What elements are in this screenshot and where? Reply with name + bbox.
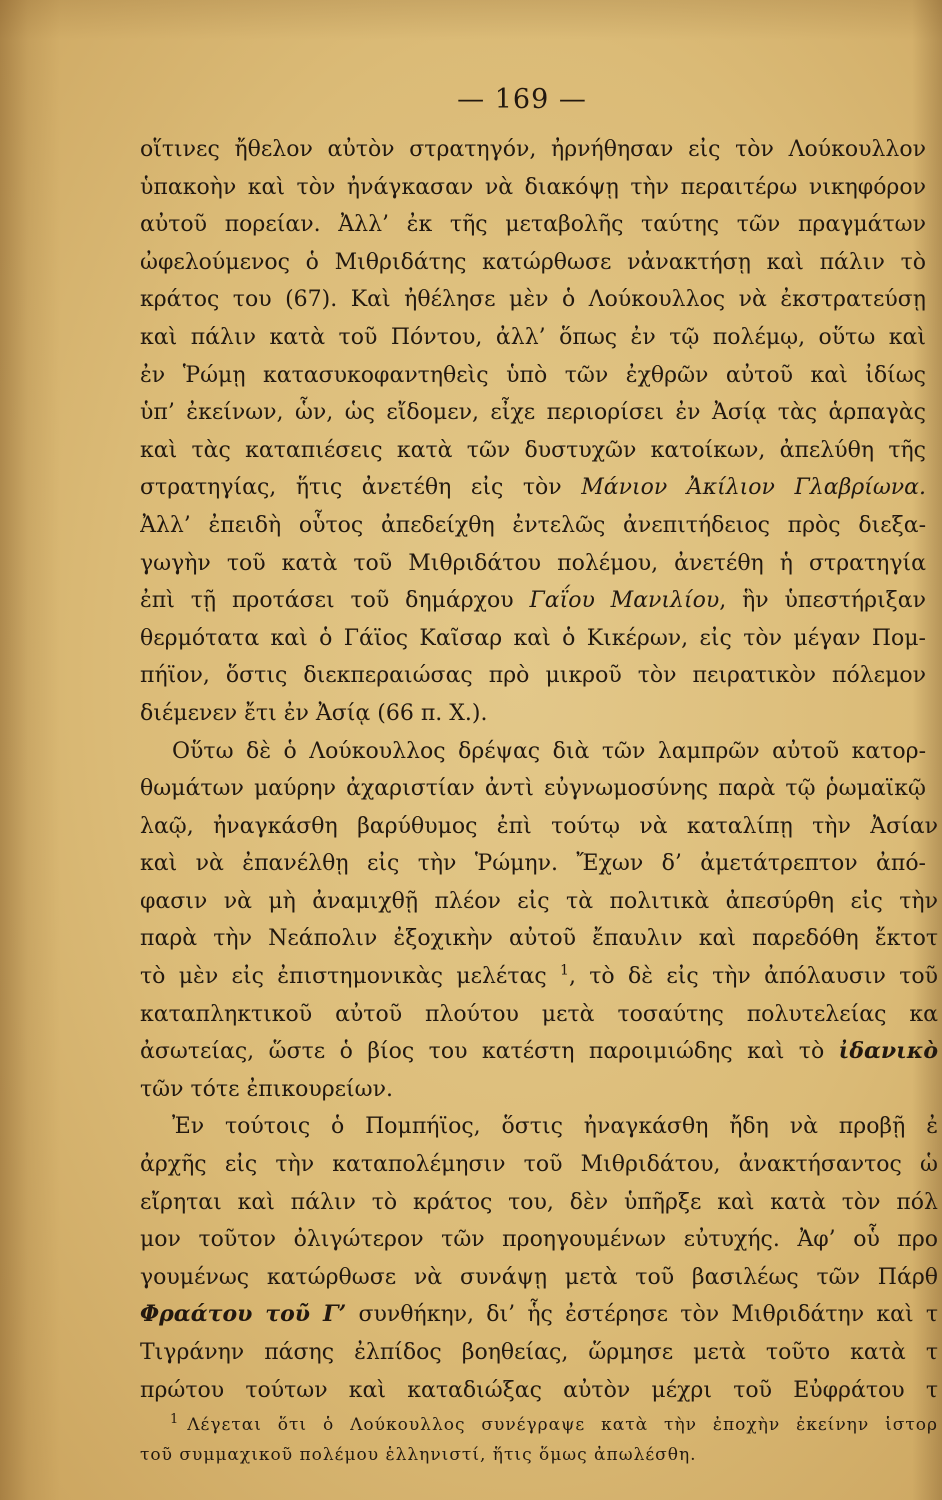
text-line: [140, 1296, 938, 1334]
text-line: ὠφελούμενος ὁ Μιθριδάτης κατώρθωσε νἀνακτήσῃ καὶ πάλιν τὸ: [140, 249, 926, 275]
text-line: [140, 469, 926, 507]
italic-name: Μάνιον Ἀκίλιον Γλαβρίωνα.: [581, 475, 926, 501]
text-line: μον τοῦτον ὀλιγώτερον τῶν προηγουμένων εὐτυχής. Ἀφ’ οὗ προ: [140, 1227, 938, 1253]
footnote-line: τοῦ συμμαχικοῦ πολέμου ἑλληνιστί, ἥτις ὅμως ἀπωλέσθη.: [140, 1445, 697, 1465]
text-line: θερμότατα καὶ ὁ Γάϊος Καῖσαρ καὶ ὁ Κικέρων, εἰς τὸν μέγαν Πομ-: [140, 625, 926, 651]
footnote-text: Λέγεται ὅτι ὁ Λούκουλλος συνέγραψε κατὰ τὴν ἐποχὴν ἐκείνην ἱστορ: [187, 1415, 938, 1435]
text-segment: ἐπὶ τῇ προτάσει τοῦ δημάρχου: [140, 588, 530, 614]
page-number: — 169 —: [457, 84, 587, 115]
text-line: τῶν τότε ἐπικουρείων.: [140, 1076, 393, 1102]
text-line: ἐν Ῥώμῃ κατασυκοφαντηθεὶς ὑπὸ τῶν ἐχθρῶν αὐτοῦ καὶ ἰδίως: [140, 362, 926, 388]
text-line: καὶ πάλιν κατὰ τοῦ Πόντου, ἀλλ’ ὅπως ἐν τῷ πολέμῳ, οὕτω καὶ: [140, 324, 926, 350]
text-line: καταπληκτικοῦ αὐτοῦ πλούτου μετὰ τοσαύτης πολυτελείας κα: [140, 1001, 938, 1027]
text-line: ὑπακοὴν καὶ τὸν ἠνάγκασαν νὰ διακόψῃ τὴν περαιτέρω νικηφόρον: [140, 174, 926, 200]
footnote-line: [140, 1410, 938, 1440]
italic-name: Φραάτου τοῦ Γ’: [140, 1301, 347, 1328]
text-segment: συνθήκην, δι’ ἧς ἐστέρησε τὸν Μιθριδάτην καὶ τ: [346, 1302, 938, 1328]
text-line: καὶ τὰς καταπιέσεις κατὰ τῶν δυστυχῶν κατοίκων, ἀπελύθη τῆς: [140, 437, 926, 463]
text-line: Ἀλλ’ ἐπειδὴ οὗτος ἀπεδείχθη ἐντελῶς ἀνεπιτήδειος πρὸς διεξα-: [140, 512, 926, 538]
italic-name: Γαΐου Μανιλίου: [529, 588, 720, 614]
text-line: Ἐν τούτοις ὁ Πομπήϊος, ὅστις ἠναγκάσθη ἤδη νὰ προβῇ ἐ: [172, 1114, 938, 1140]
text-line: οἵτινες ἤθελον αὐτὸν στρατηγόν, ἠρνήθησαν εἰς τὸν Λούκουλλον: [140, 137, 926, 162]
text-line: φασιν νὰ μὴ ἀναμιχθῇ πλέον εἰς τὰ πολιτικὰ ἀπεσύρθη εἰς τὴν: [140, 888, 938, 914]
text-line: [140, 1033, 938, 1071]
text-line: αὐτοῦ πορείαν. Ἀλλ’ ἐκ τῆς μεταβολῆς ταύτης τῶν πραγμάτων: [140, 212, 926, 238]
text-line: Οὕτω δὲ ὁ Λούκουλλος δρέψας διὰ τῶν λαμπρῶν αὐτοῦ κατορ-: [172, 738, 926, 764]
body-text: [140, 131, 938, 1409]
text-segment: ἀσωτείας, ὥστε ὁ βίος του κατέστη παροιμιώδης καὶ τὸ: [140, 1039, 839, 1065]
text-line: ὑπ’ ἐκείνων, ὧν, ὡς εἴδομεν, εἶχε περιορίσει ἐν Ἀσίᾳ τὰς ἁρπαγὰς: [140, 400, 926, 426]
text-line: λαῷ, ἠναγκάσθη βαρύθυμος ἐπὶ τούτῳ νὰ καταλίπῃ τὴν Ἀσίαν: [140, 813, 938, 839]
footnote-marker: 1: [170, 1412, 180, 1428]
text-line: διέμενεν ἔτι ἐν Ἀσίᾳ (66 π. Χ.).: [140, 700, 488, 726]
text-line: θωμάτων μαύρην ἀχαριστίαν ἀντὶ εὐγνωμοσύνης παρὰ τῷ ῥωμαϊκῷ: [140, 776, 926, 802]
paragraph: [140, 1108, 938, 1409]
text-line: ἀρχῆς εἰς τὴν καταπολέμησιν τοῦ Μιθριδάτου, ἀνακτήσαντος ὡ: [140, 1152, 938, 1178]
text-segment: στρατηγίας, ἥτις ἀνετέθη εἰς τὸν: [140, 475, 582, 501]
text-segment: τὸ μὲν εἰς ἐπιστημονικὰς μελέτας: [140, 964, 561, 990]
text-segment: , ἣν ὑπεστήριξαν: [719, 588, 926, 614]
footnote: [140, 1410, 938, 1470]
text-line: παρὰ τὴν Νεάπολιν ἐξοχικὴν αὐτοῦ ἔπαυλιν καὶ παρεδόθη ἔκτοτ: [140, 926, 938, 952]
text-segment: , τὸ δὲ εἰς τὴν ἀπόλαυσιν τοῦ: [568, 964, 938, 990]
text-line: καὶ νὰ ἐπανέλθῃ εἰς τὴν Ῥώμην. Ἔχων δ’ ἀμετάτρεπτον ἀπό-: [140, 851, 926, 877]
text-line: [140, 958, 938, 996]
text-line: πήϊον, ὅστις διεκπεραιώσας πρὸ μικροῦ τὸν πειρατικὸν πόλεμον: [140, 663, 926, 689]
text-line: [140, 582, 926, 620]
text-line: γουμένως κατώρθωσε νὰ συνάψῃ μετὰ τοῦ βασιλέως τῶν Πάρθ: [140, 1264, 938, 1290]
text-line: Τιγράνην πάσης ἐλπίδος βοηθείας, ὥρμησε μετὰ τοῦτο κατὰ τ: [140, 1340, 938, 1365]
text-line: εἴρηται καὶ πάλιν τὸ κράτος του, δὲν ὑπῆρξε καὶ κατὰ τὸν πόλ: [140, 1189, 938, 1215]
footnote-reference: 1: [560, 962, 569, 979]
text-line: πρώτου τούτων καὶ καταδιώξας αὐτὸν μέχρι τοῦ Εὐφράτου τ: [140, 1377, 938, 1403]
paragraph: [140, 733, 938, 1109]
italic-term: ἰδανικὸ: [838, 1038, 938, 1065]
paragraph: [140, 131, 938, 733]
text-line: κράτος του (67). Καὶ ἠθέλησε μὲν ὁ Λούκουλλος νὰ ἐκστρατεύσῃ: [140, 287, 926, 313]
text-line: γωγὴν τοῦ κατὰ τοῦ Μιθριδάτου πολέμου, ἀνετέθη ἡ στρατηγία: [140, 550, 926, 576]
